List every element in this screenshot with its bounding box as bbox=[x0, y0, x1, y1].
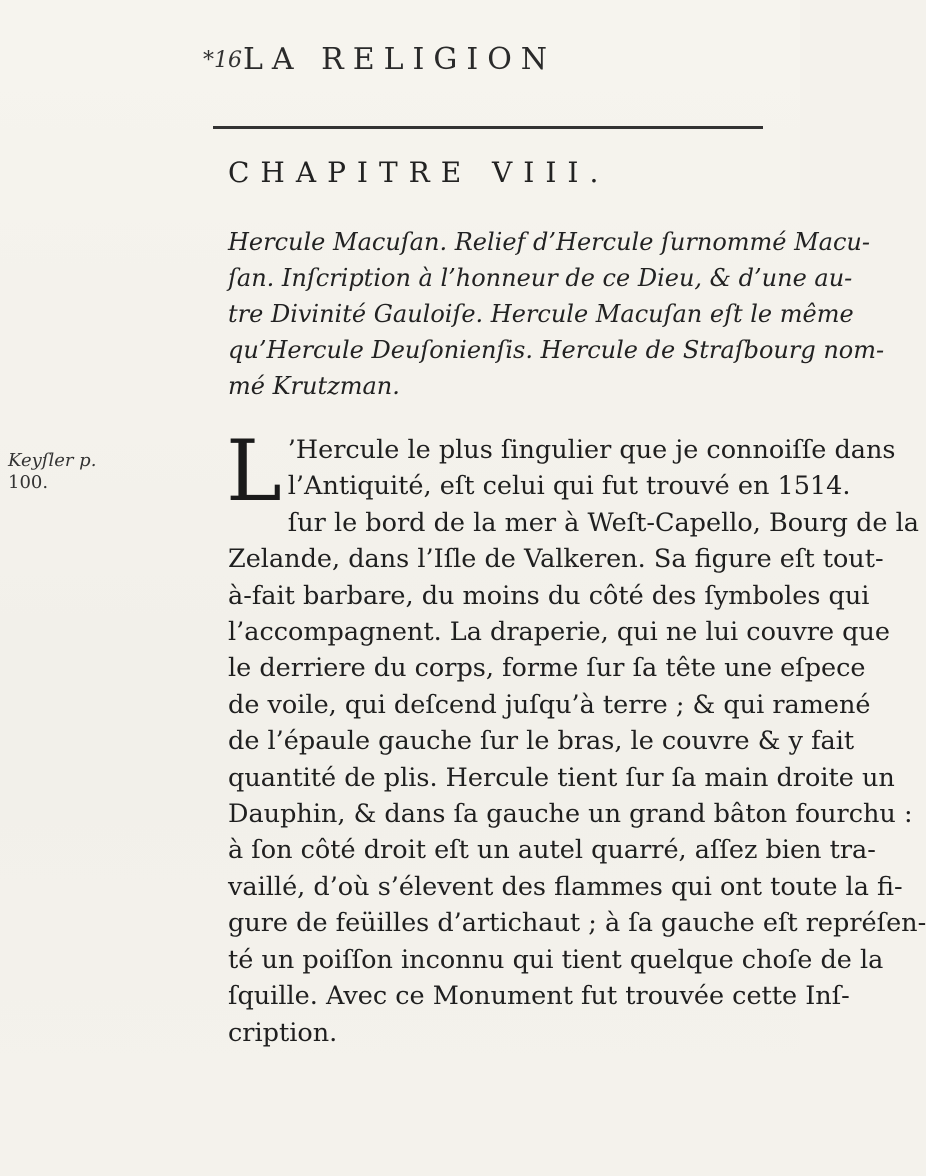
chapter-title: CHAPITRE VIII. bbox=[228, 156, 610, 189]
body-text bbox=[226, 422, 926, 1051]
margin-note bbox=[8, 450, 96, 494]
body-line: le derriere du corps, forme ſur ſa tête une eſpece bbox=[228, 653, 866, 684]
margin-note-reference: Keyſler p. bbox=[8, 450, 97, 471]
drop-cap: L bbox=[226, 422, 282, 520]
summary-line: mé Krutzman. bbox=[228, 372, 400, 400]
chapter-summary bbox=[228, 224, 885, 404]
body-line: l’accompagnent. La draperie, qui ne lui couvre que bbox=[228, 617, 890, 648]
opening-paragraph bbox=[226, 422, 896, 520]
page-mark: *16 bbox=[203, 48, 242, 73]
body-line: l’Antiquité, eſt celui qui fut trouvé en 1514. bbox=[287, 471, 851, 502]
body-line: Dauphin, & dans ſa gauche un grand bâton fourchu : bbox=[228, 799, 913, 830]
body-line: à-fait barbare, du moins du côté des ſymboles qui bbox=[228, 580, 870, 611]
body-line: à ſon côté droit eſt un autel quarré, aſſez bien tra- bbox=[228, 835, 876, 866]
body-line: cription. bbox=[228, 1017, 338, 1048]
summary-line: qu’Hercule Deuſonienſis. Hercule de Straſbourg nom- bbox=[228, 336, 885, 364]
header-rule bbox=[213, 126, 763, 129]
summary-line: ſan. Inſcription à l’honneur de ce Dieu, & d’une au- bbox=[228, 264, 853, 292]
body-line: ſquille. Avec ce Monument fut trouvée cette Inſ- bbox=[228, 981, 850, 1012]
margin-note-page: 100. bbox=[8, 472, 49, 493]
summary-line: tre Divinité Gauloiſe. Hercule Macuſan eſt le même bbox=[228, 300, 854, 328]
body-line: quantité de plis. Hercule tient ſur ſa main droite un bbox=[228, 762, 895, 793]
running-head bbox=[0, 42, 800, 82]
body-line: vaillé, d’où s’élevent des flammes qui ont toute la fi- bbox=[228, 871, 903, 902]
body-line: gure de feüilles d’artichaut ; à ſa gauche eſt repréſen- bbox=[228, 908, 926, 939]
body-line: de voile, qui deſcend juſqu’à terre ; & qui ramené bbox=[228, 689, 871, 720]
body-line: Zelande, dans l’Iſle de Valkeren. Sa figure eſt tout- bbox=[228, 544, 884, 575]
running-title: LA RELIGION bbox=[243, 42, 557, 77]
summary-line: Hercule Macuſan. Relief d’Hercule ſurnommé Macu- bbox=[228, 228, 870, 256]
body-line: de l’épaule gauche ſur le bras, le couvre & y fait bbox=[228, 726, 855, 757]
body-line: té un poiſſon inconnu qui tient quelque choſe de la bbox=[228, 944, 884, 975]
body-line: ſur le bord de la mer à Weſt-Capello, Bourg de la bbox=[287, 507, 919, 538]
body-line: ’Hercule le plus ſingulier que je connoiſſe dans bbox=[287, 435, 896, 465]
